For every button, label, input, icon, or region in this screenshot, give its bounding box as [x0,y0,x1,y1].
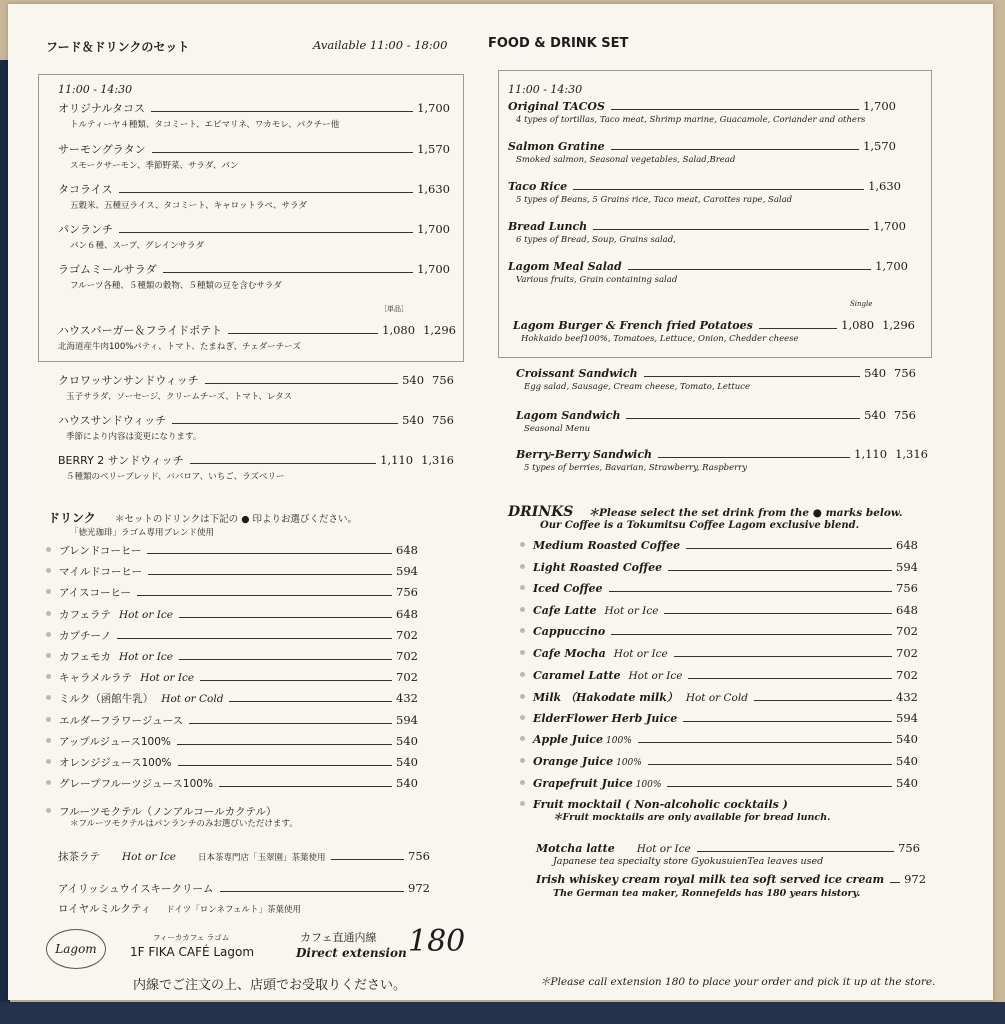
drink-option: 100% [635,779,662,790]
item-name: ハウスバーガー＆フライドポテト [58,324,223,337]
item-desc: 5 types of Beans, 5 Grains rice, Taco meat, Carottes rape, Salad [516,195,793,205]
item-price: 1,700 [417,262,450,276]
drink-name: カプチーノ [59,629,112,642]
irish-note-en: The German tea maker, Ronnefelds has 180 years history. [553,888,861,899]
drink-price: 648 [896,602,918,617]
item-name: Bread Lunch [508,220,588,233]
drink-item [520,646,918,660]
item-name: パンランチ [58,223,113,236]
drink-item [46,713,418,728]
item-price: 1,316 [895,447,928,461]
item-desc: フルーツ各種、５種類の穀物、５種類の豆を含むサラダ [70,281,282,291]
item-name: クロワッサンサンドウィッチ [58,374,199,387]
drink-item [520,711,918,725]
drink-item [46,691,418,706]
irish-cream-en: Irish whiskey cream royal milk tea soft served ice cream 972 [536,872,927,886]
drink-name: Iced Coffee [533,582,603,596]
coffee-note-jp: 「徳光珈琲」ラゴム専用ブレンド使用 [70,528,214,538]
drink-option: Hot or Ice [613,648,668,660]
motcha-latte-en: Motcha latte Hot or Ice 756 [536,841,920,855]
item-name: ラゴムミールサラダ [58,263,157,276]
drink-item [46,607,418,622]
bullet-icon [520,628,525,633]
item-desc: 北海道産牛肉100%パティ、トマト、たまねぎ、チェダーチーズ [58,342,301,352]
item-desc: スモークサーモン、季節野菜、サラダ、パン [70,161,239,171]
drink-price: 756 [896,581,918,596]
drink-name: アップルジュース100% [59,735,171,748]
drink-name: ミルク（函館牛乳） [59,693,154,706]
item-price-single: 540 [864,366,887,380]
mocktail-note-jp: ＊フルーツモクテルはパンランチのみお選びいただけます。 [70,819,298,829]
item-price: 1,630 [417,182,450,196]
item-price-single: 540 [402,373,425,387]
item-desc: Seasonal Menu [524,424,591,434]
drink-price: 756 [396,585,418,600]
motcha-note-en: Japanese tea specialty store GyokusuienTea leaves used [553,856,824,867]
drink-price: 594 [896,710,918,725]
drink-option: Hot or Ice [604,604,659,617]
item-price: 756 [432,413,454,427]
bullet-icon [520,650,525,655]
single-label-en: Single [850,300,873,308]
bullet-icon [46,568,51,573]
sandwich-item-en [516,408,916,434]
drink-item [46,564,418,579]
set-item-jp [58,181,450,211]
irish-cream-jp-2: ロイヤルミルクティ ドイツ「ロンネフェルト」茶葉使用 [58,903,302,915]
menu-cover-bottom [0,1002,1005,1024]
drink-option: 100% [606,736,632,747]
available-hours: Available 11:00 - 18:00 [313,38,448,52]
drink-price: 648 [896,538,918,552]
drink-price: 702 [396,649,418,663]
item-name: ハウスサンドウィッチ [58,414,167,427]
drink-option: Hot or Ice [118,608,173,621]
sandwich-item-jp [58,412,454,442]
drink-name: Cafe Mocha [533,647,606,660]
burger-item-en [513,318,915,344]
drink-item [46,755,418,770]
drink-name: ElderFlower Herb Juice [533,711,678,725]
drink-name: Light Roasted Coffee [533,560,663,574]
drink-item [46,776,418,791]
bullet-icon [520,801,525,806]
drinks-title-en: DRINKS [508,504,574,520]
drink-option: Hot or Ice [628,669,683,682]
store-name: 1F FIKA CAFÉ Lagom [130,945,255,959]
item-price: 1,630 [868,179,901,193]
store-ruby: フィーカカフェ ラゴム [153,933,230,942]
drink-price: 702 [396,670,418,685]
bullet-icon [520,672,525,677]
item-name: Original TACOS [508,100,605,113]
drink-item [520,538,918,552]
drink-item [520,581,918,595]
bullet-icon [46,780,51,785]
bullet-icon [46,653,51,658]
drink-item [46,670,418,685]
drink-option: Hot or Ice [140,672,195,685]
drink-item [46,628,418,643]
item-price-single: 1,080 [841,318,875,332]
page-title-en: FOOD & DRINK SET [488,36,629,51]
item-price: 1,316 [421,453,454,467]
drink-name: カフェラテ [59,608,111,621]
drinks-note-jp: ＊セットのドリンクは下記の ● 印よりお選びください。 [114,514,357,525]
drinks-title-jp: ドリンク [48,511,96,525]
page-title-jp: フード＆ドリンクのセット [46,40,190,54]
drink-item [46,734,418,749]
irish-cream-jp: アイリッシュウイスキークリーム 972 [58,881,430,895]
drink-price: 702 [896,646,918,660]
item-desc: 6 types of Bread, Soup, Grains salad, [516,235,676,245]
drink-name: グレープフルーツジュース100% [59,778,213,791]
item-desc: トルティーヤ４種類、タコミート、エビマリネ、ワカモレ、パクチー他 [70,120,340,130]
item-desc: ５種類のベリーブレッド、ババロア、いちご、ラズベリー [66,472,285,482]
drink-name: Caramel Latte [533,668,621,682]
lunch-time-jp: 11:00 - 14:30 [58,83,133,96]
drink-option: Hot or Cold [161,693,224,706]
drink-name: Cappuccino [533,625,606,639]
drink-name: Cafe Latte [533,603,597,617]
drink-price: 648 [396,543,418,557]
set-item-en [508,219,906,245]
drink-option: Hot or Cold [685,692,748,705]
drink-price: 432 [396,691,418,706]
item-desc: 五穀米、五種豆ライス、タコミート、キャロットラペ、サラダ [70,201,307,211]
drink-item [520,754,918,768]
drink-price: 594 [396,712,418,727]
bullet-icon [46,717,51,722]
item-name: Lagom Meal Salad [508,260,622,273]
item-price-single: 1,110 [854,447,888,461]
item-price: 1,700 [417,101,450,115]
order-note-jp: 内線でご注文の上、店頭でお受取りください。 [133,978,407,993]
drink-price: 540 [396,755,418,769]
item-desc: 季節により内容は変更になります。 [66,432,202,442]
drinks-header-en [508,501,903,520]
drink-name: カフェモカ [59,651,111,663]
drink-item [46,543,418,558]
drink-name: Milk （Hakodate milk） [533,691,678,705]
set-item-en [508,259,908,285]
item-name: Lagom Burger & French fried Potatoes [513,319,753,332]
bullet-icon [46,759,51,764]
drink-name: オレンジジュース100% [59,757,172,769]
extension-number: 180 [408,924,466,959]
drinks-header-jp [48,507,357,526]
drink-name: Medium Roasted Coffee [533,539,681,552]
drink-price: 540 [396,776,418,791]
coffee-note-en: Our Coffee is a Tokumitsu Coffee Lagom exclusive blend. [540,520,860,531]
drink-item [520,776,918,790]
item-price: 756 [894,366,916,380]
sandwich-item-en [516,447,928,473]
lagom-logo: Lagom [46,929,106,969]
menu-page [8,4,993,1000]
drink-price: 540 [896,732,918,747]
drink-item [46,585,418,600]
drink-option: Hot or Ice [118,651,173,663]
bullet-icon [520,607,525,612]
item-name: Lagom Sandwich [516,409,621,422]
drink-price: 648 [396,606,418,621]
item-price: 1,570 [863,139,896,153]
item-name: Berry-Berry Sandwich [516,448,653,461]
bullet-icon [46,611,51,616]
drink-price: 594 [896,559,918,574]
drink-name: キャラメルラテ [59,672,133,685]
single-label-jp: ［単品］ [380,305,408,313]
item-price: 756 [408,849,430,863]
drink-name: ブレンドコーヒー [59,545,142,557]
drinks-note-en: ＊Please select the set drink from the ● marks below. [588,507,903,519]
bullet-icon [46,695,51,700]
sandwich-item-en [516,366,916,392]
bullet-icon [520,564,525,569]
order-note-en: ＊Please call extension 180 to place your order and pick it up at the store. [540,976,936,988]
bullet-icon [46,674,51,679]
set-item-en [508,179,901,205]
set-item-jp [58,141,450,171]
item-price-single: 540 [402,413,425,427]
drink-item [520,603,918,617]
mocktail-jp: フルーツモクテル（ノンアルコールカクテル） [46,800,277,819]
item-desc: Egg salad, Sausage, Cream cheese, Tomato, Lettuce [524,382,751,392]
item-price: 1,700 [873,219,906,233]
item-price: 972 [408,881,430,895]
drink-item [520,624,918,638]
drink-item [520,689,918,705]
item-desc: Various fruits, Grain containing salad [516,275,678,285]
bullet-icon [520,715,525,720]
item-price: 1,570 [417,142,450,156]
mocktail-note-en: ＊Fruit mocktails are only available for bread lunch. [553,812,831,823]
item-name: オリジナルタコス [58,102,146,115]
item-price: 1,700 [863,99,896,113]
set-item-jp [58,221,450,251]
drink-price: 432 [896,690,918,705]
drink-name: エルダーフラワージュース [59,714,184,727]
drink-price: 702 [896,667,918,682]
item-name: タコライス [58,183,113,196]
set-item-jp [58,261,450,291]
bullet-icon [46,738,51,743]
drink-price: 594 [396,564,418,579]
drink-name: マイルドコーヒー [59,566,142,579]
item-desc: 玉子サラダ、ソーセージ、クリームチーズ、トマト、レタス [66,392,293,402]
drink-price: 540 [396,733,418,748]
drink-item [520,732,918,746]
drink-price: 540 [896,775,918,790]
drink-price: 702 [896,624,918,639]
item-name: Croissant Sandwich [516,367,638,380]
item-name: BERRY 2 サンドウィッチ [58,454,184,467]
item-name: Taco Rice [508,180,568,193]
drink-price: 540 [896,754,918,768]
drink-price: 702 [396,627,418,642]
lunch-time-en: 11:00 - 14:30 [508,83,583,96]
bullet-icon [46,808,51,813]
bullet-icon [46,547,51,552]
item-price-single: 1,080 [382,323,416,337]
item-price: 756 [898,841,920,855]
item-price: 1,296 [882,318,915,332]
set-item-jp [58,100,450,130]
bullet-icon [46,632,51,637]
item-price: 972 [904,872,927,886]
item-price: 1,700 [417,222,450,236]
item-price-single: 1,110 [380,453,414,467]
bullet-icon [520,542,525,547]
item-price-single: 540 [864,408,887,422]
item-desc: Smoked salmon, Seasonal vegetables, Salad,Bread [516,155,736,165]
item-price: 756 [894,408,916,422]
bullet-icon [520,736,525,741]
extension-label-jp: カフェ直通内線 [300,931,377,944]
drink-name: Orange Juice [533,755,614,768]
item-price: 1,700 [875,259,908,273]
extension-label-en: Direct extension [296,946,407,960]
bullet-icon [520,758,525,763]
drink-item [46,649,418,664]
drink-item [520,560,918,574]
mocktail-en: Fruit mocktail ( Non-alcoholic cocktails ) [520,793,788,812]
drink-item [520,668,918,682]
bullet-icon [46,589,51,594]
item-price: 1,296 [423,323,456,337]
sandwich-item-jp [58,372,454,402]
item-name: Salmon Gratine [508,140,605,153]
bullet-icon [520,694,525,699]
matcha-latte-jp: 抹茶ラテ Hot or Ice 日本茶専門店「玉翠園」茶葉使用 756 [58,849,430,863]
set-item-en [508,99,896,125]
item-desc: Hokkaido beef100%, Tomatoes, Lettuce, Onion, Chedder cheese [521,334,799,344]
drink-name: Grapefruit Juice [533,776,633,790]
bullet-icon [520,585,525,590]
drink-option: 100% [616,758,642,768]
item-name: サーモングラタン [58,143,146,156]
item-desc: パン６種、スープ、グレインサラダ [70,241,204,251]
drink-name: Apple Juice [533,733,604,747]
bullet-icon [520,780,525,785]
set-item-en [508,139,896,165]
sandwich-item-jp [58,452,454,482]
drink-name: アイスコーヒー [59,587,132,600]
item-desc: 4 types of tortillas, Taco meat, Shrimp marine, Guacamole, Coriander and others [516,115,866,125]
item-price: 756 [432,373,454,387]
burger-item-jp [58,322,456,352]
item-desc: 5 types of berries, Bavarian, Strawberry, Raspberry [524,463,748,473]
